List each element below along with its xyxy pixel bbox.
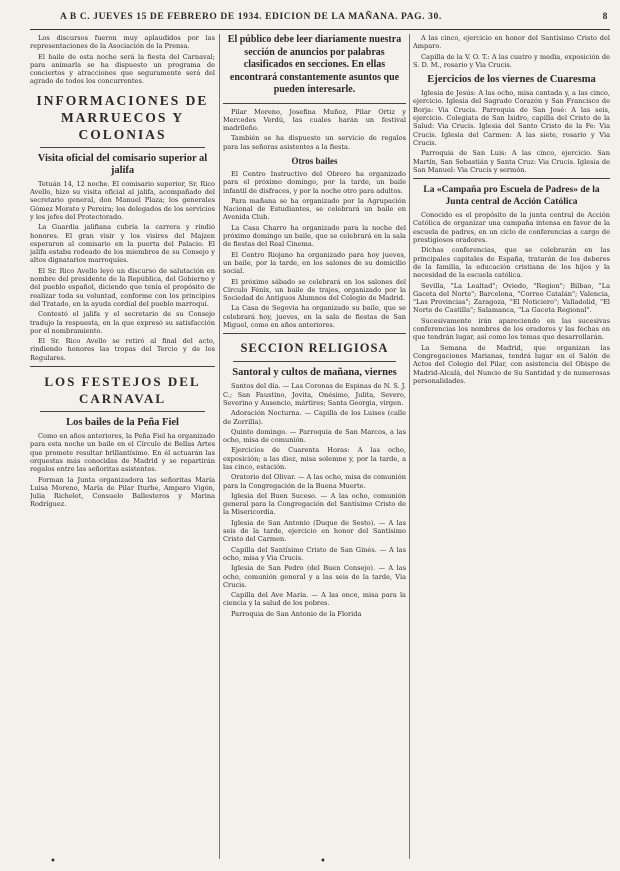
article-paragraph: La Casa Charro ha organizado para la noche del próximo domingo un baile, que se celebrará en la sala de fiestas del Real Cinema. [223,223,406,249]
article-paragraph: Tetuán 14, 12 noche. El comisario superior, Sr. Rico Avello, hizo su visita oficial al jalifa, acompañado del secretario general, don Manuel Plaza; los generales Gómez Morato y Pereira; los delegados de los servicios y los jefes del Protectorado. [30,179,215,221]
article-paragraph: Santos del día. — Las Coronas de Espinas de N. S. J. C.; San Faustino, Jovita, Onésimo, Julita, Severo, Severino y Ausencio, mártires; Santa Georgia, virgen. [223,382,406,407]
article-paragraph: El Centro Instructivo del Obrero ha organizado para el próximo domingo, por la tarde, un baile infantil de disfraces, y por la noche otro para adultos. [223,169,406,195]
article-paragraph: Iglesia del Buen Suceso. — A las ocho, comunión general para la Congregación del Santísimo Cristo de la Misericordia. [223,491,406,517]
header-line: A B C. JUEVES 15 DE FEBRERO DE 1934. EDICION DE LA MAÑANA. PAG. 30. [60,12,442,22]
column-2 [223,34,406,859]
article-paragraph: Capilla del Santísimo Cristo de San Ginés. — A las ocho, misa y Via Crucis. [223,545,406,562]
article-headline: Ejercicios de los viernes de Cuaresma [427,74,596,86]
article-paragraph: Parroquia de San Antonio de la Florida [231,609,362,618]
divider [40,147,205,148]
article-paragraph: El Sr. Rico Avello leyó un discurso de salutación en nombre del presidente de la República, del Gobierno y del pueblo español, diciendo que tenía el propósito de realizar toda su voluntad, conforme con los principios del Tratado, en la ayuda cordial del pueblo marroquí. [30,266,215,308]
article-paragraph: Oratorio del Olivar. — A las ocho, misa de comunión para la Congregación de la Buena Muerte. [223,473,406,490]
article-paragraph: Sevilla, "La Lealtad"; Oviedo, "Region"; Bilbao, "La Gaceta del Norte"; Barcelona, "Correo Catalán"; Valencia, "Las Provincias"; Zaragoza, "El Noticiero"; Valladolid, "El Norte de Castilla"; Salamanca, "La Gaceta Regional". [413,281,610,315]
intro-paragraph: Los discursos fueron muy aplaudidos por las representaciones de la Asociación de la Prensa. [30,34,215,51]
column-divider-2 [409,34,410,859]
article-paragraph: Pilar Moreno, Josefina Muñoz, Pilar Ortiz y Mercedes Verdú, las cuales harán un festival madrileño. [223,107,406,133]
article-paragraph: Iglesia de San Antonio (Duque de Sesto). — A las seis de la tarde, ejercicio en honor del Santísimo Cristo del Carmen. [223,518,406,544]
article-paragraph: Capilla de la V. O. T.: A las cuatro y media, exposición de S. D. M., rosario y Via Crucis. [413,52,610,69]
article-headline: Visita oficial del comisario superior al jalifa [37,152,208,176]
article-paragraph: Parroquia de San Luis: A las cinco, ejercicio. San Martín, San Sebastián y Santa Cruz: Via Crucis. Iglesia de San Manuel: Via Crucis y sermón. [413,149,610,174]
article-paragraph: Dichas conferencias, que se celebrarán en las principales capitales de España, tratarán de los deberes de la familia, la educación cristiana de los hijos y la necesidad de la escuela católica. [413,246,610,280]
article-headline: Los bailes de la Peña Fiel [66,417,179,429]
article-paragraph: Sucesivamente irán apareciendo en las sucesivas conferencias los nombres de los oradores y las fechas en que tendrán lugar, así como los temas que desarrollarán. [413,316,610,342]
article-paragraph: Ejercicios de Cuarenta Horas: A las ocho, exposición; a las diez, misa solemne y, por la tarde, a las cinco, estación. [223,446,406,471]
header-corner: 8 [602,12,608,22]
article-paragraph: La Semana de Madrid, que organizan las Congregaciones Marianas, tendrá lugar en el Salón de Actos del Colegio del Pilar, con asistencia del Obispo de Madrid-Alcalá, del Nuncio de Su Santidad y de numerosas personalidades. [413,343,610,385]
article-paragraph: Quinto domingo. — Parroquia de San Marcos, a las ocho, misa de comunión. [223,427,406,445]
divider [223,333,406,334]
article-paragraph: Contestó el jalifa y el secretario de su Consejo tradujo la respuesta, en la que expresó su satisfacción por el nombramiento. [30,310,215,335]
article-paragraph: También se ha dispuesto un servicio de regalos para las señoras asistentes a la fiesta. [223,134,406,151]
column-3 [413,34,610,859]
page-header [60,12,608,28]
article-paragraph: El Sr. Rico Avello se retiró al final del acto, rindiendo honores las tropas del Tercio y de los Regulares. [30,337,215,362]
article-headline: Santoral y cultos de mañana, viernes [232,367,397,379]
article-paragraph: Iglesia de San Pedro (del Buen Consejo). — A las ocho, comunión general y a las seis de la tarde, Via Crucis. [223,564,406,589]
article-paragraph: Iglesia de Jesús: A las ocho, misa cantada y, a las cinco, ejercicio. Iglesia del Sagrado Corazón y San Francisco de Borja: Via Crucis. Parroquia de San José: A las seis, ejercicio. Colegiata de San Isidro, capilla del Cristo de la Salud: Via Crucis. Iglesia del Santo Cristo de la Fe: Via Crucis. Iglesia del Carmen: A las siete, rosario y Via Crucis. [413,89,610,147]
article-paragraph: Adoración Nocturna. — Capilla de los Luises (calle de Zorrilla). [223,409,406,426]
article-paragraph: Como en años anteriores, la Peña Fiel ha organizado para esta noche un baile en el Círculo de Bellas Artes que promete resultar brillantísimo. En él actuarán las orquestas más conocidas de Madrid y se repartirán regalos entre las señoritas asistentes. [30,432,215,474]
column-divider-1 [219,34,220,859]
article-paragraph: Conocido es el propósito de la junta central de Acción Católica de organizar una campaña intensa en favor de la escuela de padres, en un ciclo de conferencias a cargo de prestigiosos oradores. [413,211,610,245]
page-footer [30,858,610,868]
divider [40,411,205,412]
article-headline: La «Campaña pro Escuela de Padres» de la Junta central de Acción Católica [423,185,600,208]
article-paragraph: El próximo sábado se celebrará en los salones del Círculo Fénix, un baile de trajes, organizado por la Sociedad de Antiguos Alumnos del Colegio de Madrid. [223,277,406,303]
article-paragraph: Capilla del Ave María. — A las once, misa para la ciencia y la salud de los pobres. [223,591,406,608]
header-rule [30,29,610,30]
article-paragraph: Forman la Junta organizadora las señoritas María Luisa Moreno, María de Pilar Iturbe, Amparo Vigón, Julia Richelet, Consuelo Ballesteros y Marina Rodríguez. [30,475,215,509]
section-title-carnaval: LOS FESTEJOS DEL CARNAVAL [44,374,201,407]
article-headline: Otros bailes [291,155,338,166]
divider [223,103,406,104]
article-paragraph: El Centro Riojano ha organizado para hoy jueves, un baile, por la tarde, en los salones de su domicilio social. [223,250,406,276]
article-paragraph: La Guardia jalifiana cubría la carrera y rindió honores. El gran visir y los visires del Majzen esperaron al comisario en la puerta del Palacio. El jalifa estaba rodeado de los miembros de su Consejo y altos dignatarios marroquíes. [30,223,215,265]
intro-paragraph: El baile de esta noche será la fiesta del Carnaval; para animarla se ha dispuesto un programa de conciertos y atracciones que seguramente será del agrado de todos los concurrentes. [30,52,215,86]
classified-ads-notice: El público debe leer diariamente nuestra sección de anuncios por palabras clasificados en secciones. En ellas encontrará constantemente asuntos que pueden interesarle. [227,34,402,95]
section-title-marruecos: INFORMACIONES DE MARRUECOS Y COLONIAS [36,92,209,142]
article-paragraph: Para mañana se ha organizado por la Agrupación Nacional de Estudiantes, se celebrará un baile en Avenida Club. [223,196,406,222]
register-mark-icon: • [320,856,326,867]
article-paragraph: A las cinco, ejercicio en honor del Santísimo Cristo del Amparo. [413,34,610,51]
section-title-religiosa: SECCION RELIGIOSA [240,341,389,356]
divider [30,366,215,367]
column-1 [30,34,215,859]
divider [413,178,610,179]
register-mark-icon: • [50,856,56,867]
divider [233,361,396,362]
article-paragraph: La Casa de Segovia ha organizado su baile, que se celebrará hoy, jueves, en la sala de fiestas de San Miguel, como en años anteriores. [223,304,406,330]
